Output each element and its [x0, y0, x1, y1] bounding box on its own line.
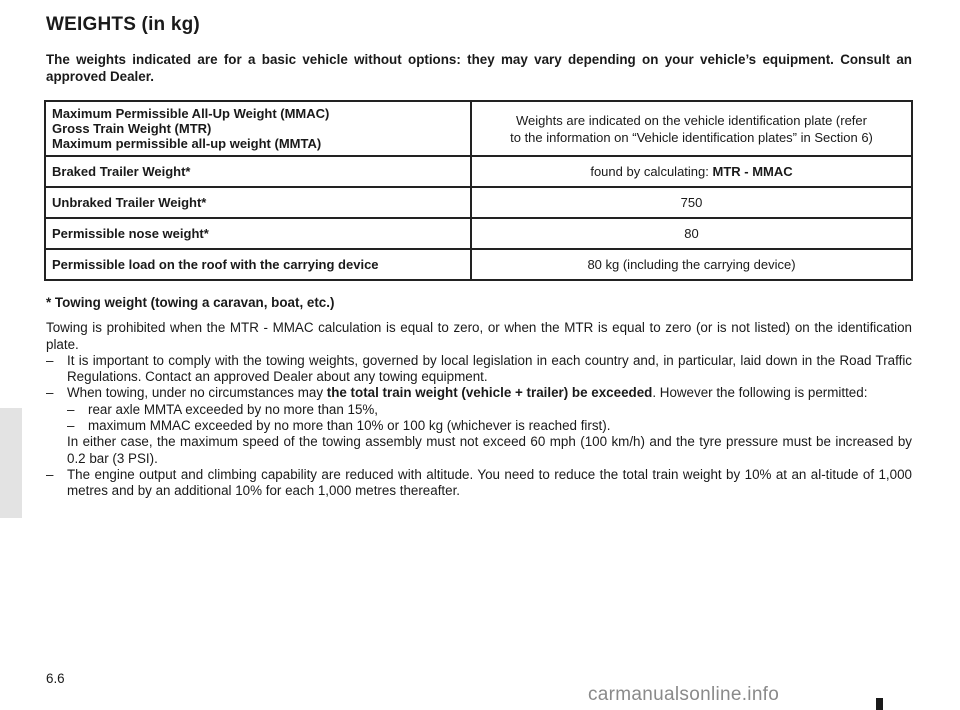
- row-value: 750: [471, 187, 912, 218]
- label-line: Maximum Permissible All-Up Weight (MMAC): [52, 106, 330, 121]
- row-value: 80 kg (including the carrying device): [471, 249, 912, 280]
- row-label: Permissible nose weight*: [45, 218, 471, 249]
- sub-list-item: [67, 402, 912, 418]
- table-row: [45, 218, 912, 249]
- intro-paragraph: The weights indicated are for a basic vehicle without options: they may vary depending on your vehicle’s equipment. Consult an approved Dealer.: [46, 52, 912, 84]
- list-item: [46, 385, 912, 466]
- label-line: Gross Train Weight (MTR): [52, 121, 212, 136]
- corner-mark: [876, 698, 883, 710]
- row-value: [471, 156, 912, 187]
- row-value: 80: [471, 218, 912, 249]
- list-item-text: When towing, under no circumstances may: [67, 385, 327, 401]
- bullet-dash: –: [46, 466, 54, 482]
- table-row: [45, 187, 912, 218]
- list-item-note: In either case, the maximum speed of the towing assembly must not exceed 60 mph (100 km/h) and the tyre pressure must be increased by 0.2 bar (3 PSI).: [67, 434, 912, 466]
- table-row: [45, 156, 912, 187]
- emphasis-text: the total train weight (vehicle + trailer) be exceeded: [326, 385, 653, 401]
- bullet-dash: –: [46, 352, 54, 368]
- sub-list-item-text: maximum MMAC exceeded by no more than 10% or 100 kg (whichever is reached first).: [88, 418, 611, 434]
- value-prefix: found by calculating:: [590, 164, 713, 179]
- watermark-text: carmanualsonline.info: [588, 684, 780, 705]
- value-line: to the information on “Vehicle identification plates” in Section 6): [510, 129, 873, 145]
- section-side-tab: [0, 408, 22, 518]
- sub-list-item-text: rear axle MMTA exceeded by no more than 15%,: [88, 401, 379, 417]
- row-value: [471, 101, 912, 156]
- row-label: Permissible load on the roof with the carrying device: [45, 249, 471, 280]
- list-item: [46, 467, 912, 500]
- list-item: [46, 353, 912, 386]
- page-title: WEIGHTS (in kg): [46, 14, 200, 35]
- bullet-dash: –: [67, 401, 75, 417]
- list-item-text: The engine output and climbing capability are reduced with altitude. You need to reduce the total train weight by 10% at an al-titude of 1,000 metres and by an additional 10% for each 1,000 metres thereafter.: [67, 466, 912, 499]
- list-item-text: It is important to comply with the towing weights, governed by local legislation in each country and, in particular, laid down in the Road Traffic Regulations. Contact an approved Dealer about any towing equipment.: [67, 352, 912, 385]
- towing-section: [46, 295, 912, 500]
- bullet-dash: –: [46, 385, 54, 401]
- page-number: 6.6: [46, 671, 65, 686]
- formula-text: MTR - MMAC: [712, 164, 793, 179]
- weights-table: [44, 100, 913, 281]
- sub-list-item: [67, 418, 912, 434]
- bullet-dash: –: [67, 418, 75, 434]
- row-label: Unbraked Trailer Weight*: [45, 187, 471, 218]
- footnote-title: * Towing weight (towing a caravan, boat, etc.): [46, 295, 335, 310]
- row-label: [45, 101, 471, 156]
- list-item-text: . However the following is permitted:: [652, 385, 868, 401]
- towing-paragraph: Towing is prohibited when the MTR - MMAC calculation is equal to zero, or when the MTR is equal to zero (or is not listed) on the identification plate.: [46, 320, 912, 352]
- value-line: Weights are indicated on the vehicle identification plate (refer: [516, 112, 867, 128]
- table-row: [45, 101, 912, 156]
- label-line: Maximum permissible all-up weight (MMTA): [52, 136, 322, 151]
- row-label: Braked Trailer Weight*: [45, 156, 471, 187]
- table-row: [45, 249, 912, 280]
